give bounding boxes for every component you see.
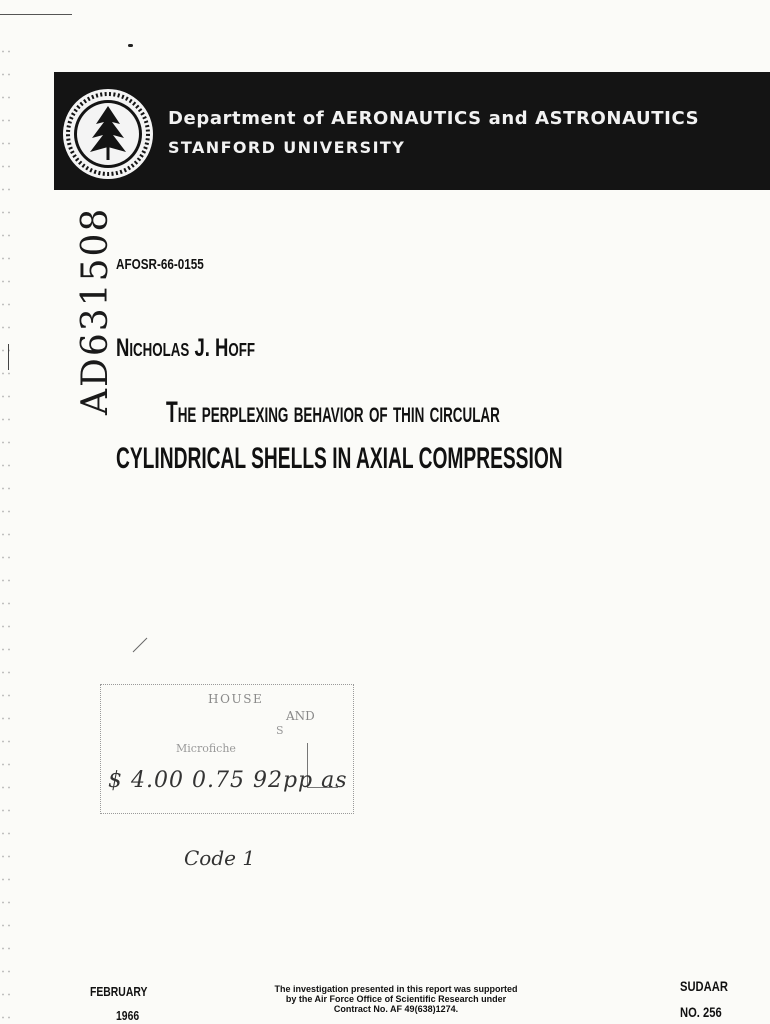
top-rule	[0, 14, 72, 15]
binding-margin	[0, 40, 14, 1020]
funding-note-line-3: Contract No. AF 49(638)1274.	[333, 1004, 459, 1014]
pencil-scribble	[132, 636, 148, 654]
title-line-2: CYLINDRICAL SHELLS IN AXIAL COMPRESSION	[116, 442, 563, 475]
stamp-text-fragment: S	[276, 724, 284, 737]
margin-mark	[8, 344, 9, 370]
publication-month: FEBRUARY	[90, 984, 148, 999]
stamp-text-microfiche: Microfiche	[176, 742, 236, 755]
report-series: SUDAAR	[680, 978, 728, 994]
report-number: AFOSR-66-0155	[116, 256, 204, 273]
stanford-seal-icon	[58, 84, 158, 184]
department-name: Department of AERONAUTICS and ASTRONAUTICS	[168, 108, 700, 129]
funding-note-line-1: The investigation presented in this report was supported	[274, 984, 518, 994]
stamp-text-clearinghouse: HOUSE	[208, 692, 264, 706]
handwritten-accession-number: AD631508	[75, 206, 116, 415]
handwritten-prices: $ 4.00 0.75 92pp as	[108, 768, 348, 793]
funding-note	[236, 984, 556, 1014]
report-series-number: NO. 256	[680, 1004, 722, 1020]
speck	[128, 44, 133, 47]
university-name: STANFORD UNIVERSITY	[168, 138, 406, 157]
funding-note-line-2: by the Air Force Office of Scientific Research under	[285, 994, 507, 1004]
publication-year: 1966	[116, 1008, 140, 1023]
author-name: Nicholas J. Hoff	[116, 334, 256, 362]
handwritten-code: Code 1	[184, 846, 256, 870]
stamp-text-and: AND	[286, 709, 315, 723]
department-header-band	[54, 72, 770, 190]
title-line-1: The perplexing behavior of thin circular	[166, 396, 500, 429]
